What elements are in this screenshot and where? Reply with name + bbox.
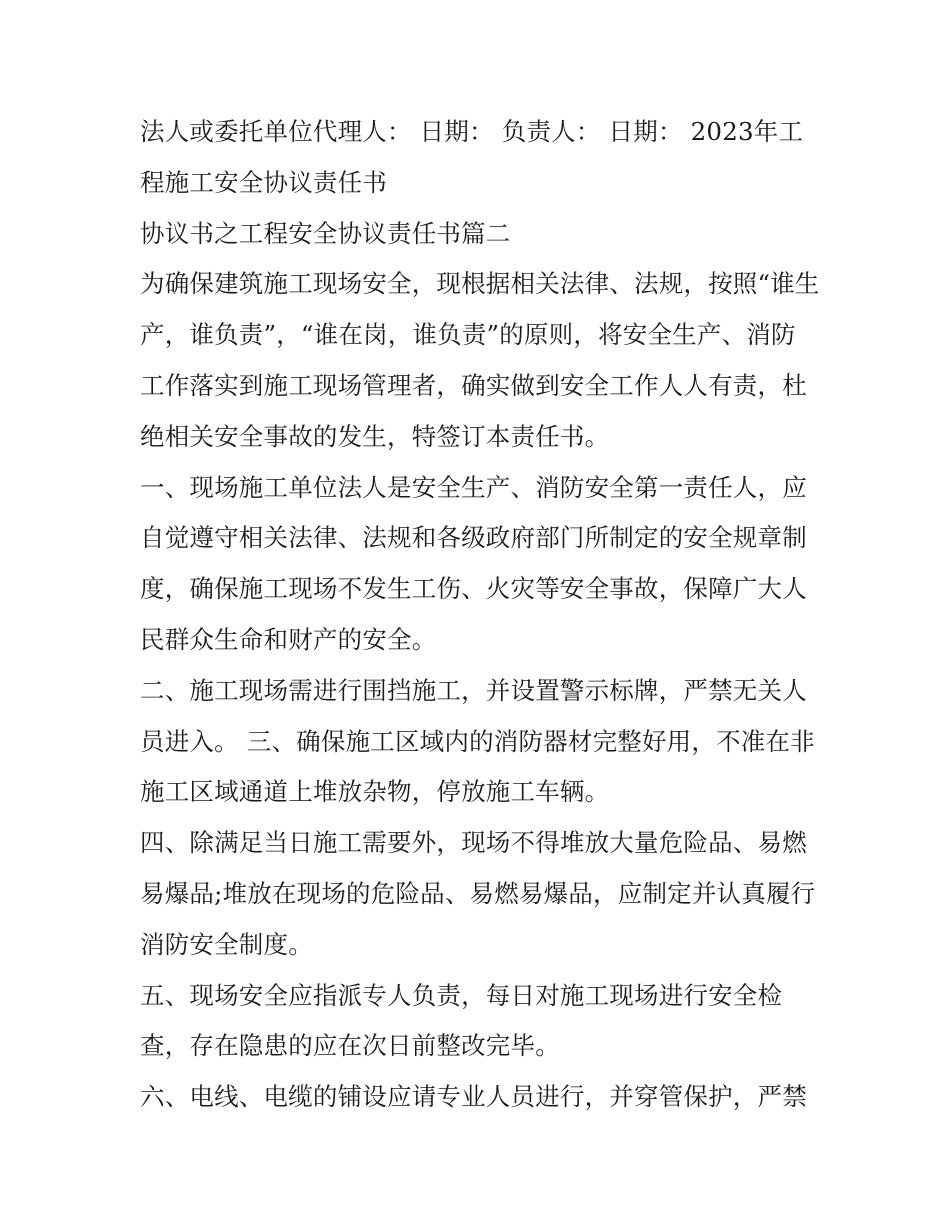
intro-paragraph: 为确保建筑施工现场安全，现根据相关法律、法规，按照“谁生产，谁负责”，“谁在岗，谁负责”的原则，将安全生产、消防工作落实到施工现场管理者，确实做到安全工作人人有责，杜绝相关安全事故的发生，特签订本责任书。 <box>140 269 820 451</box>
clause-5-paragraph: 五、现场安全应指派专人负责，每日对施工现场进行安全检查，存在隐患的应在次日前整改完毕。 <box>140 980 783 1061</box>
clause-4-paragraph: 四、除满足当日施工需要外，现场不得堆放大量危险品、易燃易爆品;堆放在现场的危险品、易燃易爆品，应制定并认真履行消防安全制度。 <box>140 828 816 959</box>
signature-line-paragraph: 法人或委托单位代理人： 日期： 负责人： 日期： 2023年工程施工安全协议责任书 <box>140 117 804 197</box>
clause-2-3-paragraph: 二、施工现场需进行围挡施工，并设置警示标牌，严禁无关人员进入。 三、确保施工区域内的消防器材完整好用，不准在非施工区域通道上堆放杂物，停放施工车辆。 <box>140 675 815 807</box>
clause-1-paragraph: 一、现场施工单位法人是安全生产、消防安全第一责任人，应自觉遵守相关法律、法规和各级政府部门所制定的安全规章制度，确保施工现场不发生工伤、火灾等安全事故，保障广大人民群众生命和财产的安全。 <box>140 472 807 654</box>
section-heading: 协议书之工程安全协议责任书篇二 <box>140 218 511 248</box>
clause-6-paragraph: 六、电线、电缆的铺设应请专业人员进行，并穿管保护，严禁 <box>140 1082 807 1112</box>
document-body <box>140 107 820 1123</box>
